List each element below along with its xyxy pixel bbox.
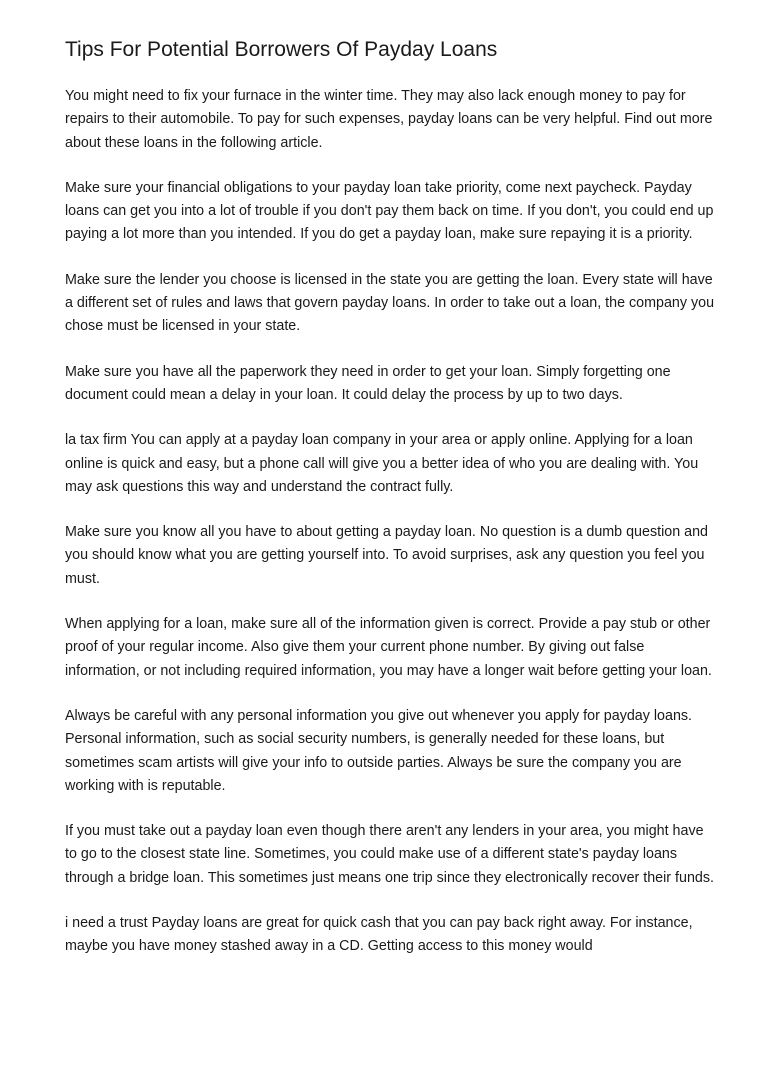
paragraph-1: You might need to fix your furnace in the winter time. They may also lack enough money to pay for repairs to their automobile. To pay for such expenses, payday loans can be very helpful. Find out more about these loans in the following article. — [65, 88, 713, 151]
paragraph-5: la tax firm You can apply at a payday loan company in your area or apply online. Applying for a loan online is quick and easy, but a phone call will give you a better idea of who you are dealing with. You may ask questions this way and understand the contract fully. — [65, 432, 699, 495]
paragraph-3: Make sure the lender you choose is licensed in the state you are getting the loan. Every state will have a different set of rules and laws that govern payday loans. In order to take out a loan, the company you chose must be licensed in your state. — [65, 271, 715, 335]
document-body — [65, 85, 715, 981]
paragraph-10: i need a trust Payday loans are great for quick cash that you can pay back right away. For instance, maybe you have money stashed away in a CD. Getting access to this money would — [65, 915, 693, 955]
paragraph-9: If you must take out a payday loan even though there aren't any lenders in your area, you might have to go to the closest state line. Sometimes, you could make use of a different state's payday loans through a bridge loan. This sometimes just means one trip since they electronically recover their funds. — [65, 823, 714, 886]
paragraph-8: Always be careful with any personal information you give out whenever you apply for payday loans. Personal information, such as social security numbers, is generally needed for these loans, but sometimes scam artists will give your info to outside parties. Always be sure the company you are working with is reputable. — [65, 707, 693, 794]
paragraph-4: Make sure you have all the paperwork they need in order to get your loan. Simply forgetting one document could mean a delay in your loan. It could delay the process by up to two days. — [65, 363, 671, 403]
document-title: Tips For Potential Borrowers Of Payday Loans — [65, 38, 498, 61]
paragraph-7: When applying for a loan, make sure all of the information given is correct. Provide a pay stub or other proof of your regular income. Also give them your current phone number. By giving out false information, or not including required information, you may have a longer wait before getting your loan. — [65, 616, 712, 679]
paragraph-6: Make sure you know all you have to about getting a payday loan. No question is a dumb question and you should know what you are getting yourself into. To avoid surprises, ask any question you feel you must. — [65, 524, 708, 587]
paragraph-2: Make sure your financial obligations to your payday loan take priority, come next paycheck. Payday loans can get you into a lot of trouble if you don't pay them back on time. If you don't, you could end up paying a lot more than you intended. If you do get a payday loan, make sure repaying it is a priority. — [65, 179, 714, 243]
